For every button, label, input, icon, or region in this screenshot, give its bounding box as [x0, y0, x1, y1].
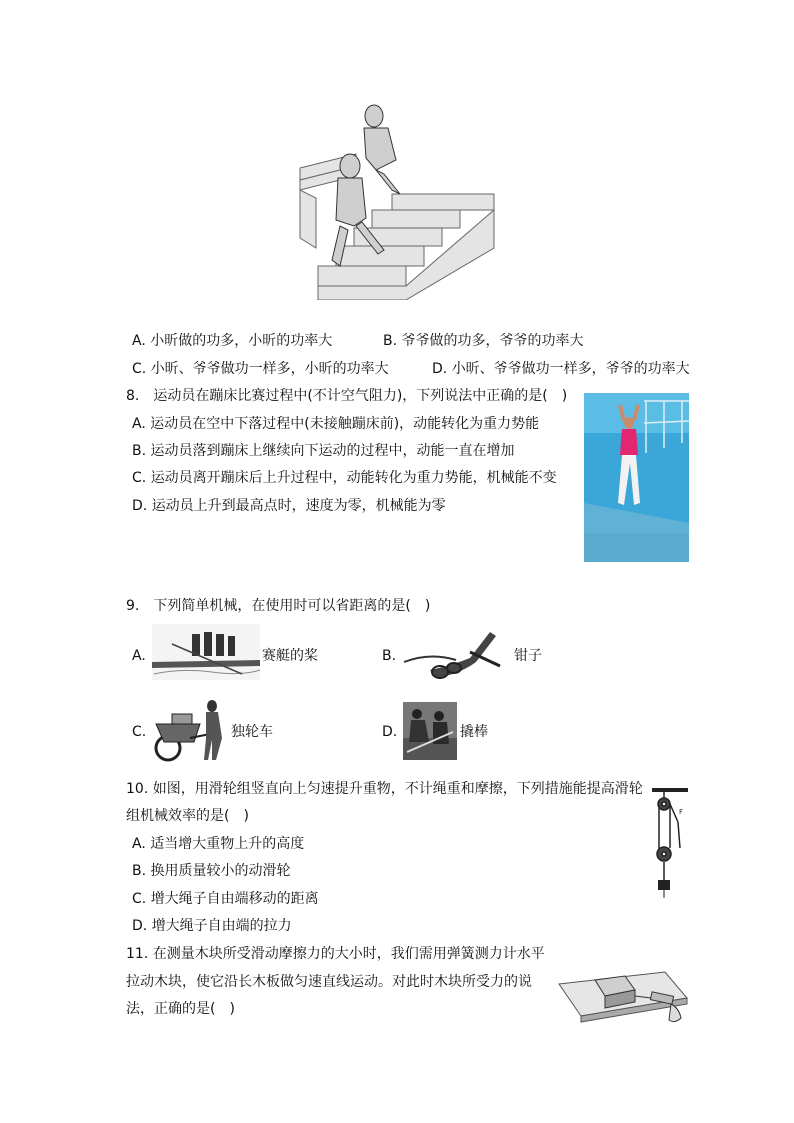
option-text: 爷爷做的功多，爷爷的功率大: [401, 333, 584, 349]
wheelbarrow-image: [150, 698, 230, 764]
option-letter: D.: [432, 361, 448, 377]
option-text: 运动员落到蹦床上继续向下运动的过程中，动能一直在增加: [150, 443, 515, 459]
option-letter: A.: [132, 333, 146, 349]
q9-option-b-text: 钳子: [514, 648, 542, 664]
q8-stem: 8. 运动员在蹦床比赛过程中(不计空气阻力)，下列说法中正确的是( ): [126, 388, 568, 404]
option-letter: B.: [132, 443, 147, 459]
q9-option-d-text: 撬棒: [460, 724, 488, 740]
q8-option-a[interactable]: [132, 414, 539, 434]
option-letter: A.: [132, 836, 146, 852]
q10-option-b[interactable]: [132, 861, 291, 881]
friction-experiment-figure: [555, 958, 691, 1038]
q7-option-d[interactable]: [432, 359, 690, 379]
force-label: F: [679, 808, 684, 816]
q9-option-c-text: 独轮车: [231, 724, 273, 740]
pulley-system-figure: [650, 788, 690, 900]
option-letter: B.: [383, 333, 398, 349]
trampoline-photo: [584, 393, 689, 562]
option-text: 运动员上升到最高点时，速度为零，机械能为零: [151, 498, 446, 514]
option-letter: A.: [132, 416, 146, 432]
q9-option-a-letter[interactable]: A.: [132, 648, 146, 664]
option-text: 增大绳子自由端的拉力: [151, 918, 292, 934]
option-text: 运动员离开蹦床后上升过程中，动能转化为重力势能，机械能不变: [150, 470, 557, 486]
option-text: 运动员在空中下落过程中(未接触蹦床前)，动能转化为重力势能: [150, 416, 540, 432]
option-letter: B.: [132, 863, 147, 879]
q9-stem: 9. 下列简单机械，在使用时可以省距离的是( ): [126, 598, 431, 614]
option-text: 适当增大重物上升的高度: [150, 836, 305, 852]
option-text: 换用质量较小的动滑轮: [150, 863, 291, 879]
q10-option-c[interactable]: [132, 889, 319, 909]
option-letter: D.: [132, 498, 148, 514]
pliers-image: [400, 622, 510, 682]
q10-stem-line2: 组机械效率的是( ): [126, 808, 249, 824]
q9-option-c-letter[interactable]: C.: [132, 724, 147, 740]
q8-option-c[interactable]: [132, 468, 557, 488]
option-text: 小昕、爷爷做功一样多，爷爷的功率大: [451, 361, 690, 377]
q9-option-a-text: 赛艇的桨: [262, 648, 318, 664]
q8-option-d[interactable]: [132, 496, 446, 516]
q9-option-b-letter[interactable]: B.: [382, 648, 397, 664]
option-text: 小昕做的功多，小昕的功率大: [150, 333, 333, 349]
q7-option-a[interactable]: [132, 331, 332, 351]
stairs-figure: [296, 98, 496, 300]
option-letter: D.: [132, 918, 148, 934]
q10-stem-line1: 10. 如图，用滑轮组竖直向上匀速提升重物，不计绳重和摩擦，下列措施能提高滑轮: [126, 781, 643, 797]
q7-option-b[interactable]: [383, 331, 584, 351]
q7-option-c[interactable]: [132, 359, 389, 379]
crowbar-image: [403, 702, 457, 760]
q9-option-d-letter[interactable]: D.: [382, 724, 398, 740]
option-text: 小昕、爷爷做功一样多，小昕的功率大: [150, 361, 389, 377]
q11-stem-line1: 11. 在测量木块所受滑动摩擦力的大小时，我们需用弹簧测力计水平: [126, 946, 545, 962]
option-letter: C.: [132, 470, 147, 486]
q10-option-d[interactable]: [132, 916, 292, 936]
q10-option-a[interactable]: [132, 834, 304, 854]
option-letter: C.: [132, 361, 147, 377]
q11-stem-line2: 拉动木块，使它沿长木板做匀速直线运动。对此时木块所受力的说: [126, 974, 532, 990]
q8-option-b[interactable]: [132, 441, 515, 461]
option-letter: C.: [132, 891, 147, 907]
option-text: 增大绳子自由端移动的距离: [150, 891, 319, 907]
q11-stem-line3: 法，正确的是( ): [126, 1001, 235, 1017]
rowing-boat-image: [152, 624, 260, 680]
